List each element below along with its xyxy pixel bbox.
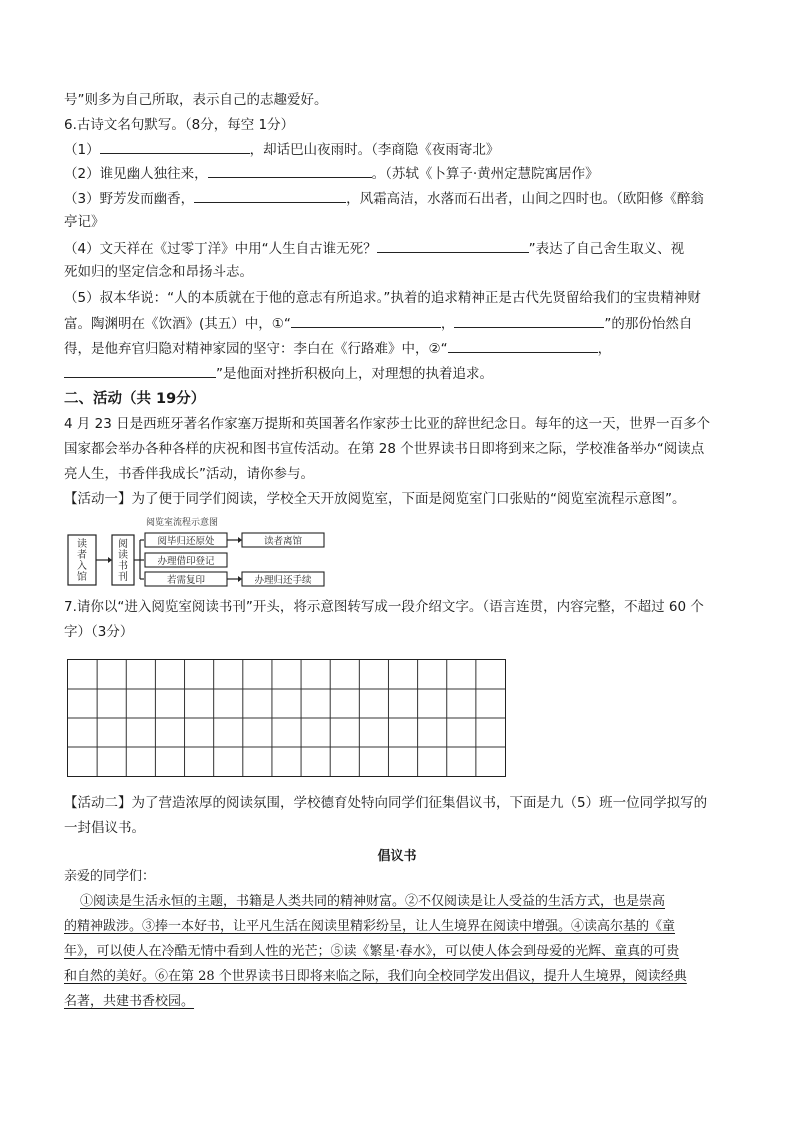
- reading-room-flowchart: [66, 517, 336, 589]
- section2-intro-3: 亮人生，书香伴我成长”活动，请你参与。: [64, 466, 314, 482]
- q7-line2: 字）（3分）: [64, 624, 134, 640]
- q6-heading: 6.古诗文名句默写。（8分，每空 1分）: [64, 117, 295, 133]
- answer-blank[interactable]: [100, 139, 250, 154]
- q6-item-1: （1） ，却话巴山夜雨时。（李商隐《夜雨寄北》: [64, 139, 499, 160]
- copy-box-label: 若需复印: [166, 575, 206, 586]
- intro-tail: 号”则多为自己所取，表示自己的志趣爱好。: [64, 92, 328, 108]
- section2-heading: 二、活动（共 19分）: [64, 391, 206, 407]
- return-procedure-box-label: 办理归还手续: [254, 575, 312, 586]
- activity1-text: 【活动一】为了便于同学们阅读，学校全天开放阅览室，下面是阅览室门口张贴的“阅览室流程示意图”。: [64, 491, 686, 507]
- answer-blank[interactable]: [448, 338, 598, 353]
- section2-intro-2: 国家都会举办各种各样的庆祝和图书宣传活动。在第 28 个世界读书日即将到来之际，学校准备举办“阅读点: [64, 441, 705, 457]
- vertical-char: 阅: [118, 539, 128, 550]
- answer-blank[interactable]: [64, 363, 216, 378]
- vertical-char: 刊: [118, 572, 128, 583]
- read-box-label: [118, 538, 128, 583]
- enter-box-label: [77, 537, 87, 583]
- letter-line-5: 名著，共建书香校园。: [64, 994, 195, 1009]
- answer-blank[interactable]: [454, 313, 604, 328]
- q6-item-4-cont: 死如归的坚定信念和昂扬斗志。: [64, 264, 253, 280]
- return-box-label: 阅毕归还原处: [157, 536, 215, 547]
- letter-greeting: 亲爱的同学们：: [64, 869, 156, 884]
- leave-box-label: 读者离馆: [263, 536, 303, 547]
- letter-title: 倡议书: [377, 849, 417, 864]
- q6-item-5-line2: 富。陶渊明在《饮酒》(其五）中，①“ ， ”的那份怡然自: [64, 313, 692, 334]
- answer-grid[interactable]: [67, 659, 506, 777]
- vertical-char: 读: [118, 550, 128, 561]
- section2-intro-1: 4 月 23 日是西班牙著名作家塞万提斯和英国著名作家莎士比亚的辞世纪念日。每年的这一天，世界一百多个: [64, 416, 711, 432]
- answer-blank[interactable]: [194, 188, 346, 203]
- q6-item-5-line3: 得，是他弃官归隐对精神家园的坚守：李白在《行路难》中，②“ ，: [64, 338, 611, 359]
- q6-item-4: （4）文天祥在《过零丁洋》中用“人生自古谁无死？ ”表达了自己舍生取义、视: [64, 238, 684, 259]
- letter-line-2: 的精神跋涉。③捧一本好书，让平凡生活在阅读里精彩纷呈，让人生境界在阅读中增强。④读高尔基的《童: [64, 919, 676, 934]
- vertical-char: 读: [77, 539, 87, 550]
- answer-blank[interactable]: [291, 313, 441, 328]
- vertical-char: 入: [77, 561, 87, 572]
- activity2-line2: 一封倡议书。: [64, 820, 145, 836]
- letter-line-1: ①阅读是生活永恒的主题，书籍是人类共同的精神财富。②不仅阅读是让人受益的生活方式，也是崇高: [80, 894, 666, 909]
- letter-line-3: 年》，可以使人在冷酷无情中看到人性的光芒；⑤读《繁星·春水》，可以使人体会到母爱的光辉、童真的可贵: [64, 944, 680, 959]
- answer-blank[interactable]: [377, 238, 529, 253]
- q6-item-5-line1: （5）叔本华说：“人的本质就在于他的意志有所追求。”执着的追求精神正是古代先贤留给我们的宝贵精神财: [64, 290, 701, 306]
- q7-line1: 7.请你以“进入阅览室阅读书刊”开头，将示意图转写成一段介绍文字。（语言连贯，内容完整，不超过 60 个: [64, 599, 704, 615]
- activity2-line1: 【活动二】为了营造浓厚的阅读氛围，学校德育处特向同学们征集倡议书，下面是九（5）班一位同学拟写的: [64, 795, 708, 811]
- q6-item-2: （2）谁见幽人独往来， 。（苏轼《卜算子·黄州定慧院寓居作》: [64, 163, 599, 184]
- letter-line-4: 和自然的美好。⑥在第 28 个世界读书日即将来临之际，我们向全校同学发出倡议，提升人生境界，阅读经典: [64, 969, 687, 984]
- q6-item-5-line4: ”是他面对挫折积极向上，对理想的执着追求。: [64, 363, 493, 384]
- borrow-box-label: 办理借印登记: [157, 556, 215, 567]
- vertical-char: 馆: [77, 572, 87, 583]
- q6-item-3-cont: 亭记》: [64, 214, 105, 230]
- answer-blank[interactable]: [208, 163, 372, 178]
- answer-grid-lines: [68, 660, 505, 776]
- q6-item-3: （3）野芳发而幽香， ，风霜高洁，水落而石出者，山间之四时也。（欧阳修《醉翁: [64, 188, 704, 209]
- flowchart-title: 阅览室流程示意图: [146, 518, 219, 528]
- vertical-char: 者: [77, 550, 87, 561]
- vertical-char: 书: [118, 561, 128, 572]
